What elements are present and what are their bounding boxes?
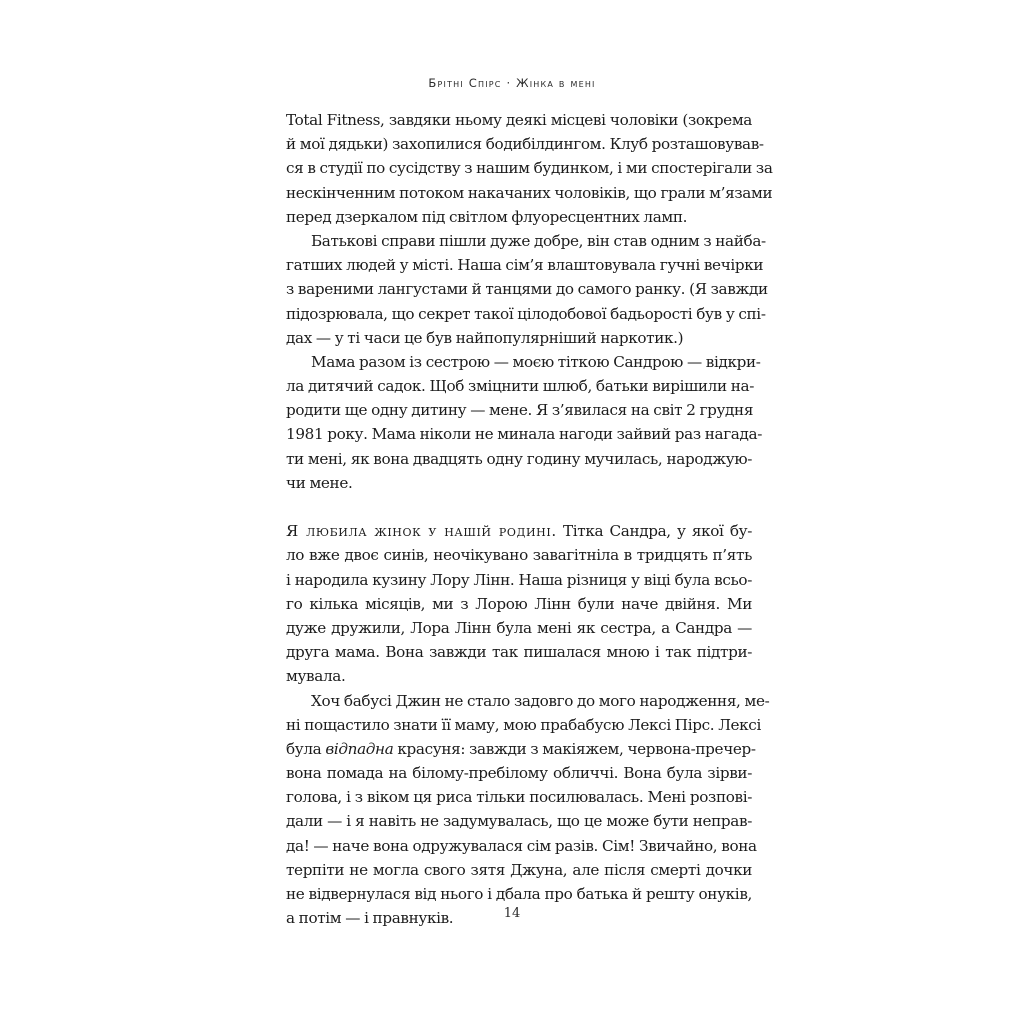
text-line: 1981 року. Мама ніколи не минала нагоди зайвий раз нагада- bbox=[286, 425, 763, 444]
emphasis-word: відпадна bbox=[325, 739, 394, 758]
text-line: перед дзеркалом під світлом флуоресцентних ламп. bbox=[286, 207, 688, 226]
text-line: а потім — і правнуків. bbox=[286, 909, 454, 928]
text-line: гатших людей у місті. Наша сім’я влаштовувала гучні вечірки bbox=[286, 256, 764, 275]
text-line: голова, і з віком ця риса тільки посилювалась. Мені розпові- bbox=[286, 788, 752, 807]
page-number: 14 bbox=[503, 906, 521, 921]
paragraph bbox=[286, 108, 773, 229]
paragraph bbox=[286, 689, 770, 931]
text-line: дах — у ті часи це був найпопулярніший наркотик.) bbox=[286, 328, 684, 347]
text-line: мувала. bbox=[286, 667, 346, 686]
text-line: ся в студії по сусідству з нашим будинком, і ми спостерігали за bbox=[286, 159, 773, 178]
text-line: Total Fitness, завдяки ньому деякі місцеві чоловіки (зокрема bbox=[286, 111, 752, 129]
text-line: Батькові справи пішли дуже добре, він став одним з найба- bbox=[311, 231, 766, 250]
text-line: чи мене. bbox=[286, 473, 353, 492]
text-line: терпіти не могла свого зятя Джуна, але після смерті дочки bbox=[286, 860, 752, 879]
text-line: підозрювала, що секрет такої цілодобової бадьорості був у спі- bbox=[286, 304, 766, 323]
text-line: дуже дружили, Лора Лінн була мені як сестра, а Сандра — bbox=[286, 618, 752, 637]
paragraph bbox=[286, 519, 752, 688]
text-line: й мої дядьки) захопилися бодибілдингом. Клуб розташовував- bbox=[286, 135, 764, 154]
text-line: да! — наче вона одружувалася сім разів. Сім! Звичайно, вона bbox=[286, 836, 757, 855]
text-line: ло вже двоє синів, неочікувано завагітніла в тридцять п’ять bbox=[286, 546, 752, 565]
text-line: не відвернулася від нього і дбала про батька й решту онуків, bbox=[286, 885, 752, 903]
running-head: Брітні Спірс · Жінка в мені bbox=[428, 76, 596, 90]
text-line: Хоч бабусі Джин не стало задовго до мого народження, ме- bbox=[311, 691, 770, 710]
paragraph bbox=[286, 350, 763, 495]
text-line: дали — і я навіть не задумувалась, що це може бути неправ- bbox=[286, 812, 752, 831]
text-run: красуня: завжди з макіяжем, червона-пречер- bbox=[393, 739, 756, 758]
text-line: ні пощастило знати її маму, мою прабабусю Лексі Пірс. Лексі bbox=[286, 715, 761, 734]
text-line: Мама разом із сестрою — моєю тіткою Сандрою — відкри- bbox=[311, 352, 761, 371]
text-line: друга мама. Вона завжди так пишалася мною і так підтри- bbox=[286, 643, 752, 662]
text-line: з вареними лангустами й танцями до самого ранку. (Я завжди bbox=[286, 280, 768, 299]
body-text bbox=[286, 108, 773, 930]
text-line: ти мені, як вона двадцять одну годину мучилась, народжую- bbox=[286, 449, 752, 468]
text-line: го кілька місяців, ми з Лорою Лінн були наче двійня. Ми bbox=[286, 594, 752, 613]
text-line bbox=[286, 737, 756, 761]
text-line: нескінченним потоком накачаних чоловіків, що грали м’язами bbox=[286, 183, 773, 202]
paragraph bbox=[286, 229, 768, 350]
text-line bbox=[286, 519, 752, 543]
lead-in-smallcaps: Я любила жінок у нашій родині. bbox=[286, 522, 557, 541]
text-line: вона помада на білому-пребілому обличчі. Вона була зірви- bbox=[286, 764, 752, 783]
text-line: родити ще одну дитину — мене. Я з’явилася на світ 2 грудня bbox=[286, 401, 754, 420]
text-line: ла дитячий садок. Щоб зміцнити шлюб, батьки вирішили на- bbox=[286, 377, 754, 396]
text-run: Тітка Сандра, у якої бу- bbox=[556, 522, 752, 541]
section-break bbox=[286, 495, 752, 519]
text-line: і народила кузину Лору Лінн. Наша різниця у віці була всьо- bbox=[286, 570, 752, 589]
text-run: була bbox=[286, 739, 326, 758]
